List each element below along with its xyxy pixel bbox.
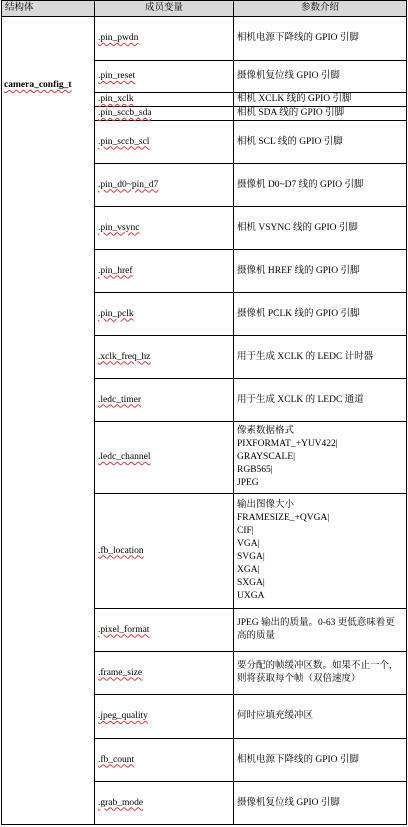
- description-cell: [234, 609, 407, 652]
- description-cell: [234, 107, 407, 121]
- member-cell: [95, 494, 234, 609]
- description-line: PIXFORMAT_+YUV422|: [237, 439, 338, 449]
- description-line: 则将获取每个帧（双倍速度）: [237, 674, 361, 684]
- description-line: 何时应填充缓冲区: [237, 711, 314, 721]
- description-cell: [234, 695, 407, 739]
- description-line: 摄像机 PCLK 线的 GPIO 引脚: [237, 308, 360, 319]
- member-name: .ledc_channel: [98, 452, 151, 462]
- struct-name-cell: [2, 17, 95, 825]
- description-line: RGB565|: [237, 465, 273, 475]
- member-name: .frame_size: [98, 667, 143, 678]
- member-cell: [95, 652, 234, 695]
- member-name: .pixel_format: [98, 624, 150, 635]
- description-cell: [234, 739, 407, 782]
- member-name: .pin_d0~pin_d7: [98, 179, 159, 190]
- description-line: 摄像机复位线 GPIO 引脚: [237, 71, 340, 81]
- description-line: 摄像机 D0~D7 线的 GPIO 引脚: [237, 179, 364, 190]
- description-line: UXGA: [237, 591, 265, 601]
- member-name: .pin_pclk: [98, 308, 134, 319]
- member-cell: [95, 164, 234, 207]
- member-name: .pin_href: [98, 265, 133, 276]
- description-cell: [234, 93, 407, 107]
- description-line: CIF|: [237, 526, 254, 536]
- description-line: 相机电源下降线的 GPIO 引脚: [237, 754, 359, 765]
- description-line: 相机 VSYNC 线的 GPIO 引脚: [237, 222, 358, 233]
- member-name: .fb_location: [98, 545, 144, 556]
- member-cell: [95, 107, 234, 121]
- member-name: .pin_sccb_sda: [98, 108, 152, 118]
- member-name: .pin_xclk: [98, 94, 134, 104]
- struct-name: camera_config_t: [4, 80, 72, 90]
- member-cell: [95, 336, 234, 379]
- parameter-table: [1, 0, 407, 825]
- description-line: SXGA|: [237, 578, 265, 588]
- member-cell: [95, 782, 234, 825]
- description-line: 用于生成 XCLK 的 LEDC 通道: [237, 394, 364, 405]
- member-name: .jpeg_quality: [98, 711, 148, 721]
- description-line: 相机 SCL 线的 GPIO 引脚: [237, 136, 343, 147]
- description-line: 摄像机复位线 GPIO 引脚: [237, 797, 340, 808]
- member-name: .pin_vsync: [98, 222, 140, 233]
- description-cell: [234, 250, 407, 293]
- member-cell: [95, 61, 234, 93]
- description-cell: [234, 379, 407, 422]
- member-cell: [95, 293, 234, 336]
- member-cell: [95, 739, 234, 782]
- member-name: .ledc_timer: [98, 394, 141, 405]
- member-name: .fb_count: [98, 754, 135, 765]
- member-name: .pin_reset: [98, 71, 136, 81]
- header-row: [2, 1, 407, 17]
- member-name: .xclk_freq_hz: [98, 351, 151, 362]
- description-line: FRAMESIZE_+QVGA|: [237, 513, 330, 523]
- description-line: GRAYSCALE|: [237, 452, 296, 462]
- description-cell: [234, 293, 407, 336]
- member-cell: [95, 207, 234, 250]
- table-row: [2, 17, 407, 61]
- member-cell: [95, 609, 234, 652]
- description-line: VGA|: [237, 539, 260, 549]
- description-cell: [234, 782, 407, 825]
- description-cell: [234, 207, 407, 250]
- member-cell: [95, 379, 234, 422]
- description-cell: [234, 422, 407, 494]
- member-cell: [95, 695, 234, 739]
- description-cell: [234, 652, 407, 695]
- description-line: 摄像机 HREF 线的 GPIO 引脚: [237, 265, 360, 276]
- description-line: JPEG: [237, 478, 259, 488]
- description-line: 相机 SDA 线的 GPIO 引脚: [237, 108, 345, 118]
- description-cell: [234, 494, 407, 609]
- member-name: .pin_pwdn: [98, 33, 139, 43]
- member-name: .grab_mode: [98, 797, 144, 808]
- description-cell: [234, 164, 407, 207]
- description-line: XGA|: [237, 565, 260, 575]
- description-line: SVGA|: [237, 552, 265, 562]
- description-cell: [234, 336, 407, 379]
- member-cell: [95, 422, 234, 494]
- member-cell: [95, 250, 234, 293]
- description-line: 输出图像大小: [237, 500, 295, 510]
- header-member: 成员变量: [95, 1, 234, 17]
- member-cell: [95, 17, 234, 61]
- description-line: 用于生成 XCLK 的 LEDC 计时器: [237, 351, 374, 362]
- member-cell: [95, 121, 234, 164]
- description-line: JPEG 输出的质量。0-63 更低意味着更: [237, 618, 395, 628]
- description-line: 要分配的帧缓冲区数。如果不止一个,: [237, 661, 392, 671]
- description-line: 相机电源下降线的 GPIO 引脚: [237, 33, 359, 43]
- description-line: 像素数据格式: [237, 426, 295, 436]
- description-line: 相机 XCLK 线的 GPIO 引脚: [237, 94, 352, 104]
- description-cell: [234, 121, 407, 164]
- member-name: .pin_sccb_scl: [98, 136, 150, 147]
- description-cell: [234, 17, 407, 61]
- description-line: 高的质量: [237, 631, 276, 641]
- header-desc: 参数介绍: [234, 1, 407, 17]
- member-cell: [95, 93, 234, 107]
- description-cell: [234, 61, 407, 93]
- header-struct: 结构体: [2, 1, 95, 17]
